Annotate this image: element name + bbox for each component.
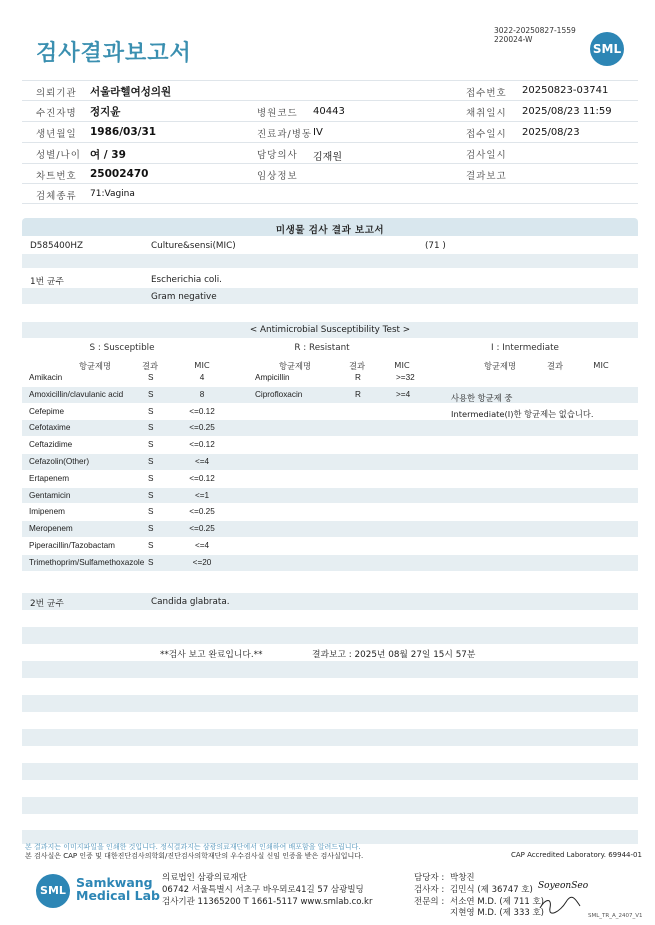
specimen-label: 검체종류 bbox=[36, 191, 77, 202]
lab-name-line1: Samkwang bbox=[76, 875, 153, 890]
ast-result-susceptible: S bbox=[148, 541, 154, 550]
ast-mic-susceptible: <=0.25 bbox=[189, 524, 215, 534]
institution-value: 서울라헬여성의원 bbox=[90, 86, 172, 98]
specialist-label: 전문의 : bbox=[414, 897, 445, 907]
ast-result-resistant: R bbox=[355, 373, 361, 382]
section-title: 미생물 검사 결과 보고서 bbox=[275, 225, 385, 236]
ast-mic-susceptible: <=4 bbox=[194, 541, 210, 550]
document-id-line1: 3022-20250827-1559 bbox=[494, 26, 576, 35]
test-name: Culture&sensi(MIC) bbox=[151, 241, 236, 251]
specialist2-value: 지현영 M.D. (제 333 호) bbox=[450, 908, 545, 918]
lab-name bbox=[76, 876, 160, 902]
ast-mic-susceptible: <=20 bbox=[192, 557, 212, 567]
patient-name-value: 정지윤 bbox=[90, 106, 121, 118]
manager-label: 담당자 : bbox=[414, 873, 445, 883]
collect-date-label: 채취일시 bbox=[466, 108, 507, 119]
institution-label: 의뢰기관 bbox=[36, 88, 77, 99]
col-result-r: 결과 bbox=[348, 361, 366, 371]
ast-drug-susceptible: Ertapenem bbox=[29, 473, 70, 483]
ast-mic-susceptible: 4 bbox=[199, 373, 205, 382]
hospital-code-label: 병원코드 bbox=[257, 108, 298, 119]
org-name: 의료법인 삼광의료재단 bbox=[162, 873, 247, 883]
dept-label: 진료과/병동 bbox=[257, 129, 313, 140]
col-mic-r: MIC bbox=[394, 360, 410, 370]
document-id-line2: 220024-W bbox=[494, 35, 533, 44]
col-mic-s: MIC bbox=[194, 360, 210, 370]
ast-mic-susceptible: <=0.12 bbox=[189, 406, 215, 416]
strain2-name: Candida glabrata. bbox=[151, 597, 230, 607]
specialist1-value: 서소연 M.D. (제 711 호) bbox=[450, 897, 545, 907]
lab-name-line2: Medical Lab bbox=[76, 888, 160, 903]
ast-result-resistant: R bbox=[355, 389, 361, 399]
tester-value: 김민식 (제 36747 호) bbox=[450, 885, 533, 895]
clinical-info-label: 임상정보 bbox=[257, 171, 298, 182]
ast-mic-susceptible: <=0.12 bbox=[189, 440, 215, 450]
ast-result-susceptible: S bbox=[148, 524, 154, 534]
ast-mic-susceptible: <=0.25 bbox=[189, 423, 215, 433]
ast-drug-resistant: Ciprofloxacin bbox=[255, 389, 303, 399]
hospital-code-value: 40443 bbox=[313, 106, 345, 117]
receipt-date-label: 접수일시 bbox=[466, 129, 507, 140]
ast-drug-resistant: Ampicillin bbox=[255, 373, 290, 382]
ast-drug-susceptible: Ceftazidime bbox=[29, 440, 73, 450]
ast-result-susceptible: S bbox=[148, 423, 154, 433]
intermediate-header: I : Intermediate bbox=[491, 343, 559, 353]
ast-drug-susceptible: Cefepime bbox=[29, 406, 65, 416]
test-date-label: 검사일시 bbox=[466, 150, 507, 161]
ast-mic-susceptible: <=0.12 bbox=[189, 473, 215, 483]
ast-result-susceptible: S bbox=[148, 389, 154, 399]
ast-mic-susceptible: <=0.25 bbox=[189, 507, 215, 517]
ast-result-susceptible: S bbox=[148, 457, 154, 466]
lab-logo-icon: SML bbox=[36, 874, 70, 908]
birth-value: 1986/03/31 bbox=[90, 126, 157, 138]
document-id bbox=[494, 26, 576, 44]
specimen-value: 71:Vagina bbox=[90, 189, 135, 199]
ast-drug-susceptible: Cefazolin(Other) bbox=[29, 457, 90, 466]
ast-drug-susceptible: Amoxicillin/clavulanic acid bbox=[29, 389, 124, 399]
susceptible-header: S : Susceptible bbox=[89, 343, 155, 353]
doctor-label: 담당의사 bbox=[257, 150, 298, 161]
test-ref: (71 ) bbox=[425, 241, 446, 251]
doctor-value: 김재원 bbox=[313, 152, 342, 163]
ast-result-susceptible: S bbox=[148, 406, 154, 416]
signature-mark bbox=[538, 896, 582, 914]
ast-title: < Antimicrobial Susceptibility Test > bbox=[249, 325, 411, 335]
receipt-no-label: 접수번호 bbox=[466, 88, 507, 99]
ast-mic-resistant: >=32 bbox=[396, 373, 415, 382]
strain1-name: Escherichia coli. bbox=[151, 275, 222, 285]
lab-info: 검사기관 11365200 T 1661-5117 www.smlab.co.kr bbox=[162, 897, 373, 907]
ast-drug-susceptible: Meropenem bbox=[29, 524, 73, 534]
col-mic-i: MIC bbox=[593, 360, 609, 370]
org-address: 06742 서울특별시 서초구 바우뫼로41길 57 삼광빌딩 bbox=[162, 885, 364, 895]
report-time: 결과보고 : 2025년 08월 27일 15시 57분 bbox=[312, 650, 476, 660]
page-title: 검사결과보고서 bbox=[36, 41, 192, 66]
col-drug-i: 항균제명 bbox=[483, 361, 517, 371]
ast-drug-susceptible: Amikacin bbox=[29, 373, 63, 382]
tester-label: 검사자 : bbox=[414, 885, 445, 895]
intermediate-note-line1: 사용한 항균제 중 bbox=[451, 393, 513, 403]
chart-no-value: 25002470 bbox=[90, 168, 149, 180]
col-result-i: 결과 bbox=[546, 361, 564, 371]
ast-mic-susceptible: <=1 bbox=[194, 490, 210, 500]
ast-result-susceptible: S bbox=[148, 507, 154, 517]
ast-mic-susceptible: 8 bbox=[199, 389, 205, 399]
sex-age-label: 성별/나이 bbox=[36, 150, 81, 161]
receipt-date-value: 2025/08/23 bbox=[522, 127, 580, 138]
ast-drug-susceptible: Imipenem bbox=[29, 507, 65, 517]
cap-accredited: CAP Accredited Laboratory. 69944-01 bbox=[511, 851, 642, 859]
dept-value: IV bbox=[313, 127, 323, 138]
notice-image-print: 본 결과지는 이미지파일을 인쇄한 것입니다. 정식결과지는 삼광의료재단에서 인쇄하여 배포함을 알려드립니다. bbox=[25, 843, 361, 851]
manager-value: 박창진 bbox=[450, 873, 475, 883]
strain2-label: 2번 균주 bbox=[30, 599, 64, 609]
col-drug-r: 항균제명 bbox=[278, 361, 312, 371]
ast-mic-susceptible: <=4 bbox=[194, 457, 210, 466]
strain1-gram: Gram negative bbox=[151, 292, 217, 302]
sml-logo: SML bbox=[590, 32, 624, 66]
form-code: SML_TR_A_2407_V1 bbox=[588, 913, 643, 919]
ast-drug-susceptible: Piperacillin/Tazobactam bbox=[29, 541, 116, 550]
ast-result-susceptible: S bbox=[148, 557, 154, 567]
ast-mic-resistant: >=4 bbox=[396, 389, 411, 399]
ast-drug-susceptible: Gentamicin bbox=[29, 490, 71, 500]
col-result-s: 결과 bbox=[141, 361, 159, 371]
ast-drug-susceptible: Cefotaxime bbox=[29, 423, 71, 433]
intermediate-note-line2: Intermediate(I)한 항균제는 없습니다. bbox=[451, 409, 594, 419]
resistant-header: R : Resistant bbox=[294, 343, 350, 353]
signature-text: SoyeonSeo bbox=[538, 881, 589, 891]
report-label: 결과보고 bbox=[466, 171, 507, 182]
report-complete-text: **검사 보고 완료입니다.** bbox=[160, 650, 263, 660]
sex-age-value: 여 / 39 bbox=[90, 149, 126, 161]
birth-label: 생년월일 bbox=[36, 129, 77, 140]
chart-no-label: 차트번호 bbox=[36, 171, 77, 182]
col-drug-s: 항균제명 bbox=[78, 361, 112, 371]
collect-date-value: 2025/08/23 11:59 bbox=[522, 106, 612, 117]
patient-name-label: 수진자명 bbox=[36, 108, 77, 119]
notice-cap-certified: 본 검사실은 CAP 인증 및 대한진단검사의학회/진단검사의학재단의 우수검사실 신임 인증을 받은 검사실입니다. bbox=[25, 852, 364, 860]
test-code: D585400HZ bbox=[30, 241, 83, 251]
ast-result-susceptible: S bbox=[148, 490, 154, 500]
ast-result-susceptible: S bbox=[148, 440, 154, 450]
ast-drug-susceptible: Trimethoprim/Sulfamethoxazole bbox=[29, 557, 145, 567]
ast-result-susceptible: S bbox=[148, 473, 154, 483]
receipt-no-value: 20250823-03741 bbox=[522, 85, 609, 96]
strain1-label: 1번 균주 bbox=[30, 277, 64, 287]
ast-result-susceptible: S bbox=[148, 373, 154, 382]
